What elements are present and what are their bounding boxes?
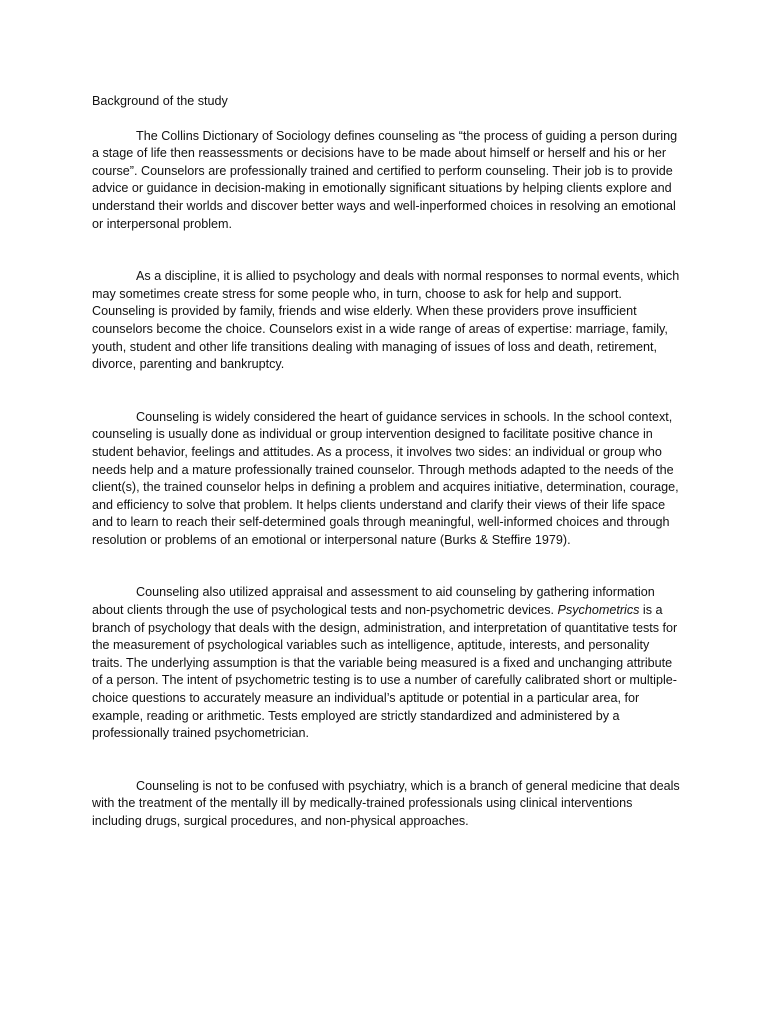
paragraph-4 <box>92 584 680 742</box>
paragraph-4-start: Counseling also utilized appraisal and assessment to aid counseling by gathering information about clients through the use of psychological tests and non-psychometric devices. <box>92 585 655 618</box>
paragraph-spacer <box>92 233 680 268</box>
paragraph-5: Counseling is not to be confused with psychiatry, which is a branch of general medicine that deals with the treatment of the mentally ill by medically-trained professionals using clinical interventions including drugs, surgical procedures, and non-physical approaches. <box>92 778 680 828</box>
section-heading: Background of the study <box>92 94 228 108</box>
paragraph-2: As a discipline, it is allied to psychology and deals with normal responses to normal events, which may sometimes create stress for some people who, in turn, choose to ask for help and support. Counseling is provided by family, friends and wise elderly. When these providers prove insufficient counselors become the choice. Counselors exist in a wide range of areas of expertise: marriage, family, youth, student and other life transitions dealing with managing of issues of loss and death, retirement, divorce, parenting and bankruptcy. <box>92 269 680 372</box>
document-body <box>92 93 680 831</box>
paragraph-1: The Collins Dictionary of Sociology defines counseling as “the process of guiding a person during a stage of life then reassessments or decisions have to be made about himself or herself and his or her course”. Counselors are professionally trained and certified to perform counseling. Their job is to provide advice or guidance in decision-making in emotionally significant situations by helping clients explore and understand their worlds and discover better ways and well-inperformed choices in resolving an emotional or interpersonal problem. <box>92 128 678 231</box>
paragraph-4-end: is a branch of psychology that deals with the design, administration, and interpretation of quantitative tests for the measurement of psychological variables such as intelligence, aptitude, interests, and personality traits. The underlying assumption is that the variable being measured is a fixed and unchanging attribute of a person. The intent of psychometric testing is to use a number of carefully calibrated short or multiple-choice questions to accurately measure an individual’s aptitude or potential in a particular area, for example, reading or arithmetic. Tests employed are strictly standardized and administered by a professionally trained psychometrician. <box>92 603 678 741</box>
paragraph-spacer <box>92 374 680 409</box>
paragraph-spacer <box>92 743 680 778</box>
paragraph-3: Counseling is widely considered the heart of guidance services in schools. In the school context, counseling is usually done as individual or group intervention designed to facilitate positive chance in student behavior, feelings and attitudes. As a process, it involves two sides: an individual or group who needs help and a mature professionally trained counselor. Through methods adapted to the needs of the client(s), the trained counselor helps in defining a problem and acquires initiative, determination, courage, and efficiency to solve that problem. It helps clients understand and clarify their views of their life space and to learn to reach their self-determined goals through meaningful, well-informed choices and through resolution or problems of an emotional or interpersonal nature (Burks & Steffire 1979). <box>92 409 679 547</box>
paragraph-spacer <box>92 549 680 584</box>
psychometrics-term: Psychometrics <box>557 603 640 618</box>
